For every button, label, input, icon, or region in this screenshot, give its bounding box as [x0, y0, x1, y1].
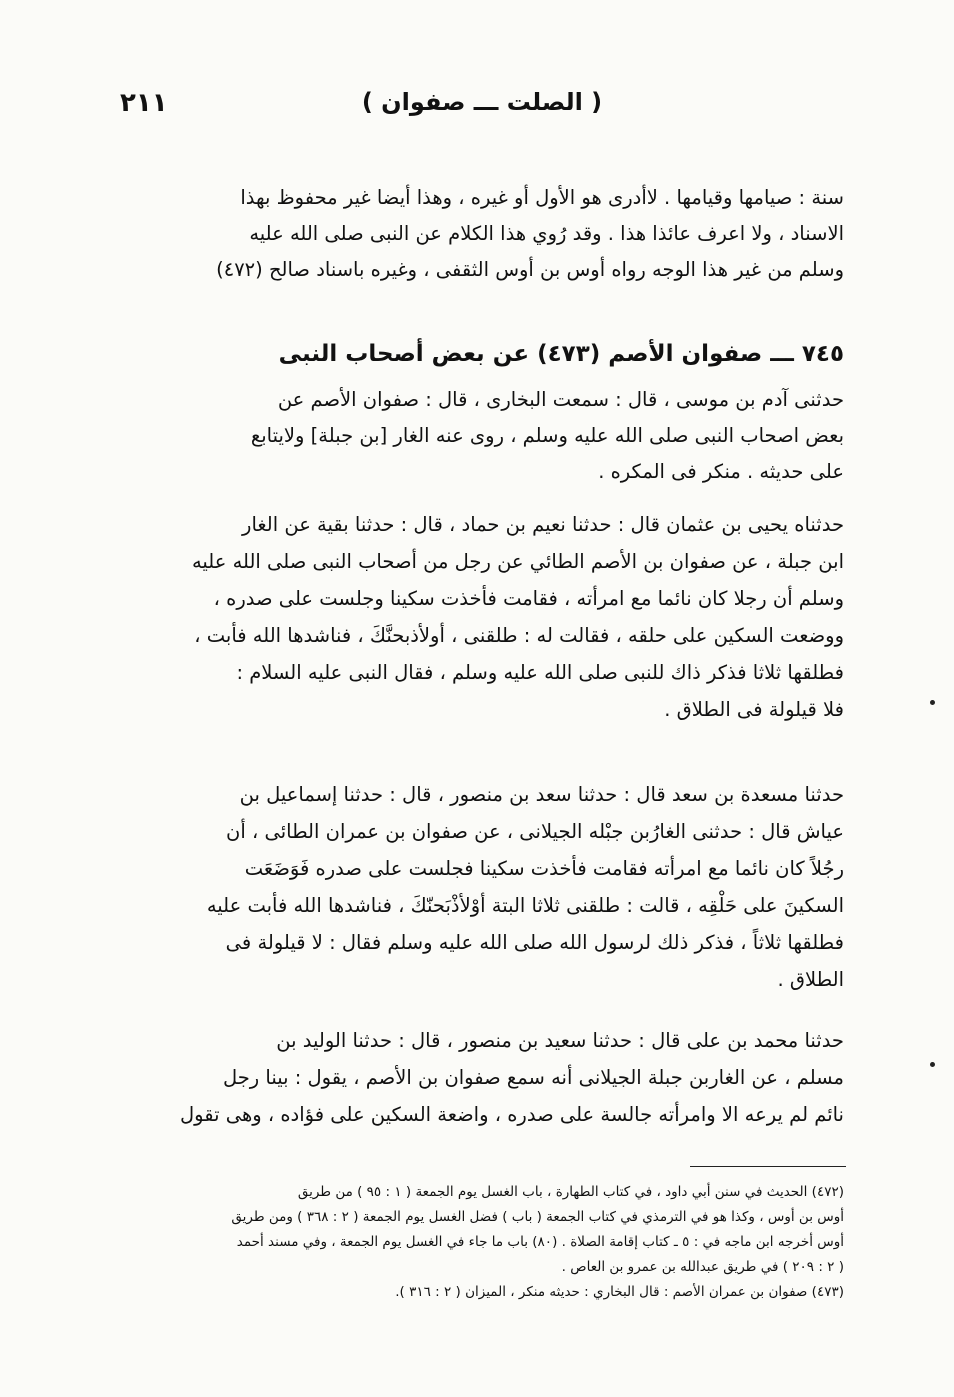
margin-mark — [930, 700, 935, 705]
intro-paragraph — [128, 180, 844, 288]
page-header — [120, 88, 844, 128]
text-line: وسلم أن رجلا كان نائما مع امرأته ، فقامت فأخذت سكينا وجلست على صدره ، — [213, 587, 844, 610]
margin-mark — [930, 1062, 935, 1067]
text-line: ووضعت السكين على حلقه ، فقالت له : طلقنى ، أولأذبحنَّكَ ، فناشدها الله فأبت ، — [194, 624, 844, 647]
text-line: حدثنا محمد بن على قال : حدثنا سعيد بن منصور ، قال : حدثنا الوليد بن — [276, 1029, 844, 1052]
text-line: حدثناه يحيى بن عثمان قال : حدثنا نعيم بن حماد ، قال : حدثنا بقية عن الغار — [242, 513, 844, 536]
paragraph-4 — [128, 1022, 844, 1133]
text-line: نائم لم يرعه الا وامرأته جالسة على صدره ، واضعة السكين على فؤاده ، وهى تقول — [179, 1103, 844, 1126]
running-title: ( الصلت ـــ صفوان ) — [361, 88, 603, 116]
page-number: ٢١١ — [120, 88, 168, 118]
paragraph-1 — [128, 382, 844, 490]
footnotes — [128, 1180, 844, 1305]
paragraph-2 — [128, 506, 844, 728]
footnote-line: ( ٢ : ٢٠٩ ) في طريق عبدالله بن عمرو بن العاص . — [561, 1259, 844, 1275]
text-line: فلا قيلولة فى الطلاق . — [664, 698, 844, 721]
footnote-line: (٤٧٣) صفوان بن عمران الأصم : قال البخاري : حديثه منكر ، الميزان ( ٢ : ٣١٦ ). — [395, 1284, 844, 1300]
footnote-line: أوس أخرجه ابن ماجه في : ٥ ـ كتاب إقامة الصلاة . (٨٠) باب ما جاء في الغسل يوم الجمعة ، وفي مسند أحمد — [236, 1234, 844, 1250]
text-line: فطلقها ثلاثاً ، فذكر ذلك لرسول الله صلى الله عليه وسلم فقال : لا قيلولة فى — [225, 931, 844, 954]
text-line: فطلقها ثلاثا فذكر ذاك للنبى صلى الله عليه وسلم ، فقال النبى عليه السلام : — [236, 661, 844, 684]
text-line: رجُلاً كان نائما مع امرأته فقامت فأخذت سكينا فجلست على صدره فَوَضَعَت — [244, 857, 844, 880]
text-line: عياش قال : حدثنى الغارُبن جبْله الجيلانى ، عن صفوان بن عمران الطائى ، أن — [226, 820, 844, 843]
footnote-line: أوس بن أوس ، وكذا هو في الترمذي في كتاب الجمعة ( باب ) فضل الغسل يوم الجمعة ( ٢ : ٣٦٨ ) ومن طريق — [231, 1209, 844, 1225]
text-line: على حديثه . منكر فى المكره . — [598, 460, 844, 483]
text-line: وسلم من غير هذا الوجه رواه أوس بن أوس الثقفى ، وغيره باسناد صالح (٤٧٢) — [216, 258, 844, 281]
text-line: ابن جبلة ، عن صفوان بن الأصم الطائي عن رجل من أصحاب النبى صلى الله عليه — [191, 550, 844, 573]
footnote-line: (٤٧٢) الحديث في سنن أبي داود ، في كتاب الطهارة ، باب الغسل يوم الجمعة ( ١ : ٩٥ ) من طريق — [297, 1184, 844, 1200]
text-line: السكينَ على حَلْقِه ، قالت : طلقنى ثلاثا البتة أوْلأذْبَحنّكَ ، فناشدها الله فأبت عليه — [206, 894, 844, 917]
text-line: الاسناد ، ولا اعرف عائذا هذا . وقد رُوي هذا الكلام عن النبى صلى الله عليه — [249, 222, 844, 245]
text-line: سنة : صيامها وقيامها . لاأدرى هو الأول أو غيره ، وهذا أيضا غير محفوظ بهذا — [240, 186, 844, 209]
entry-heading: ٧٤٥ ـــ صفوان الأصم (٤٧٣) عن بعض أصحاب النبى — [278, 341, 844, 367]
text-line: مسلم ، عن الغاربن جبلة الجيلانى أنه سمع صفوان بن الأصم ، يقول : بينا رجل — [222, 1066, 844, 1089]
text-line: حدثنى آدم بن موسى ، قال : سمعت البخارى ، قال : صفوان الأصم عن — [277, 388, 844, 411]
text-line: حدثنا مسعدة بن سعد قال : حدثنا سعد بن منصور ، قال : حدثنا إسماعيل بن — [239, 783, 844, 806]
text-line: الطلاق . — [777, 968, 844, 991]
entry-heading-block — [128, 334, 844, 374]
text-line: بعض اصحاب النبى صلى الله عليه وسلم ، روى عنه الغار [بن جبلة] ولايتابع — [250, 424, 844, 447]
footnote-divider — [690, 1166, 846, 1167]
paragraph-3 — [128, 776, 844, 998]
